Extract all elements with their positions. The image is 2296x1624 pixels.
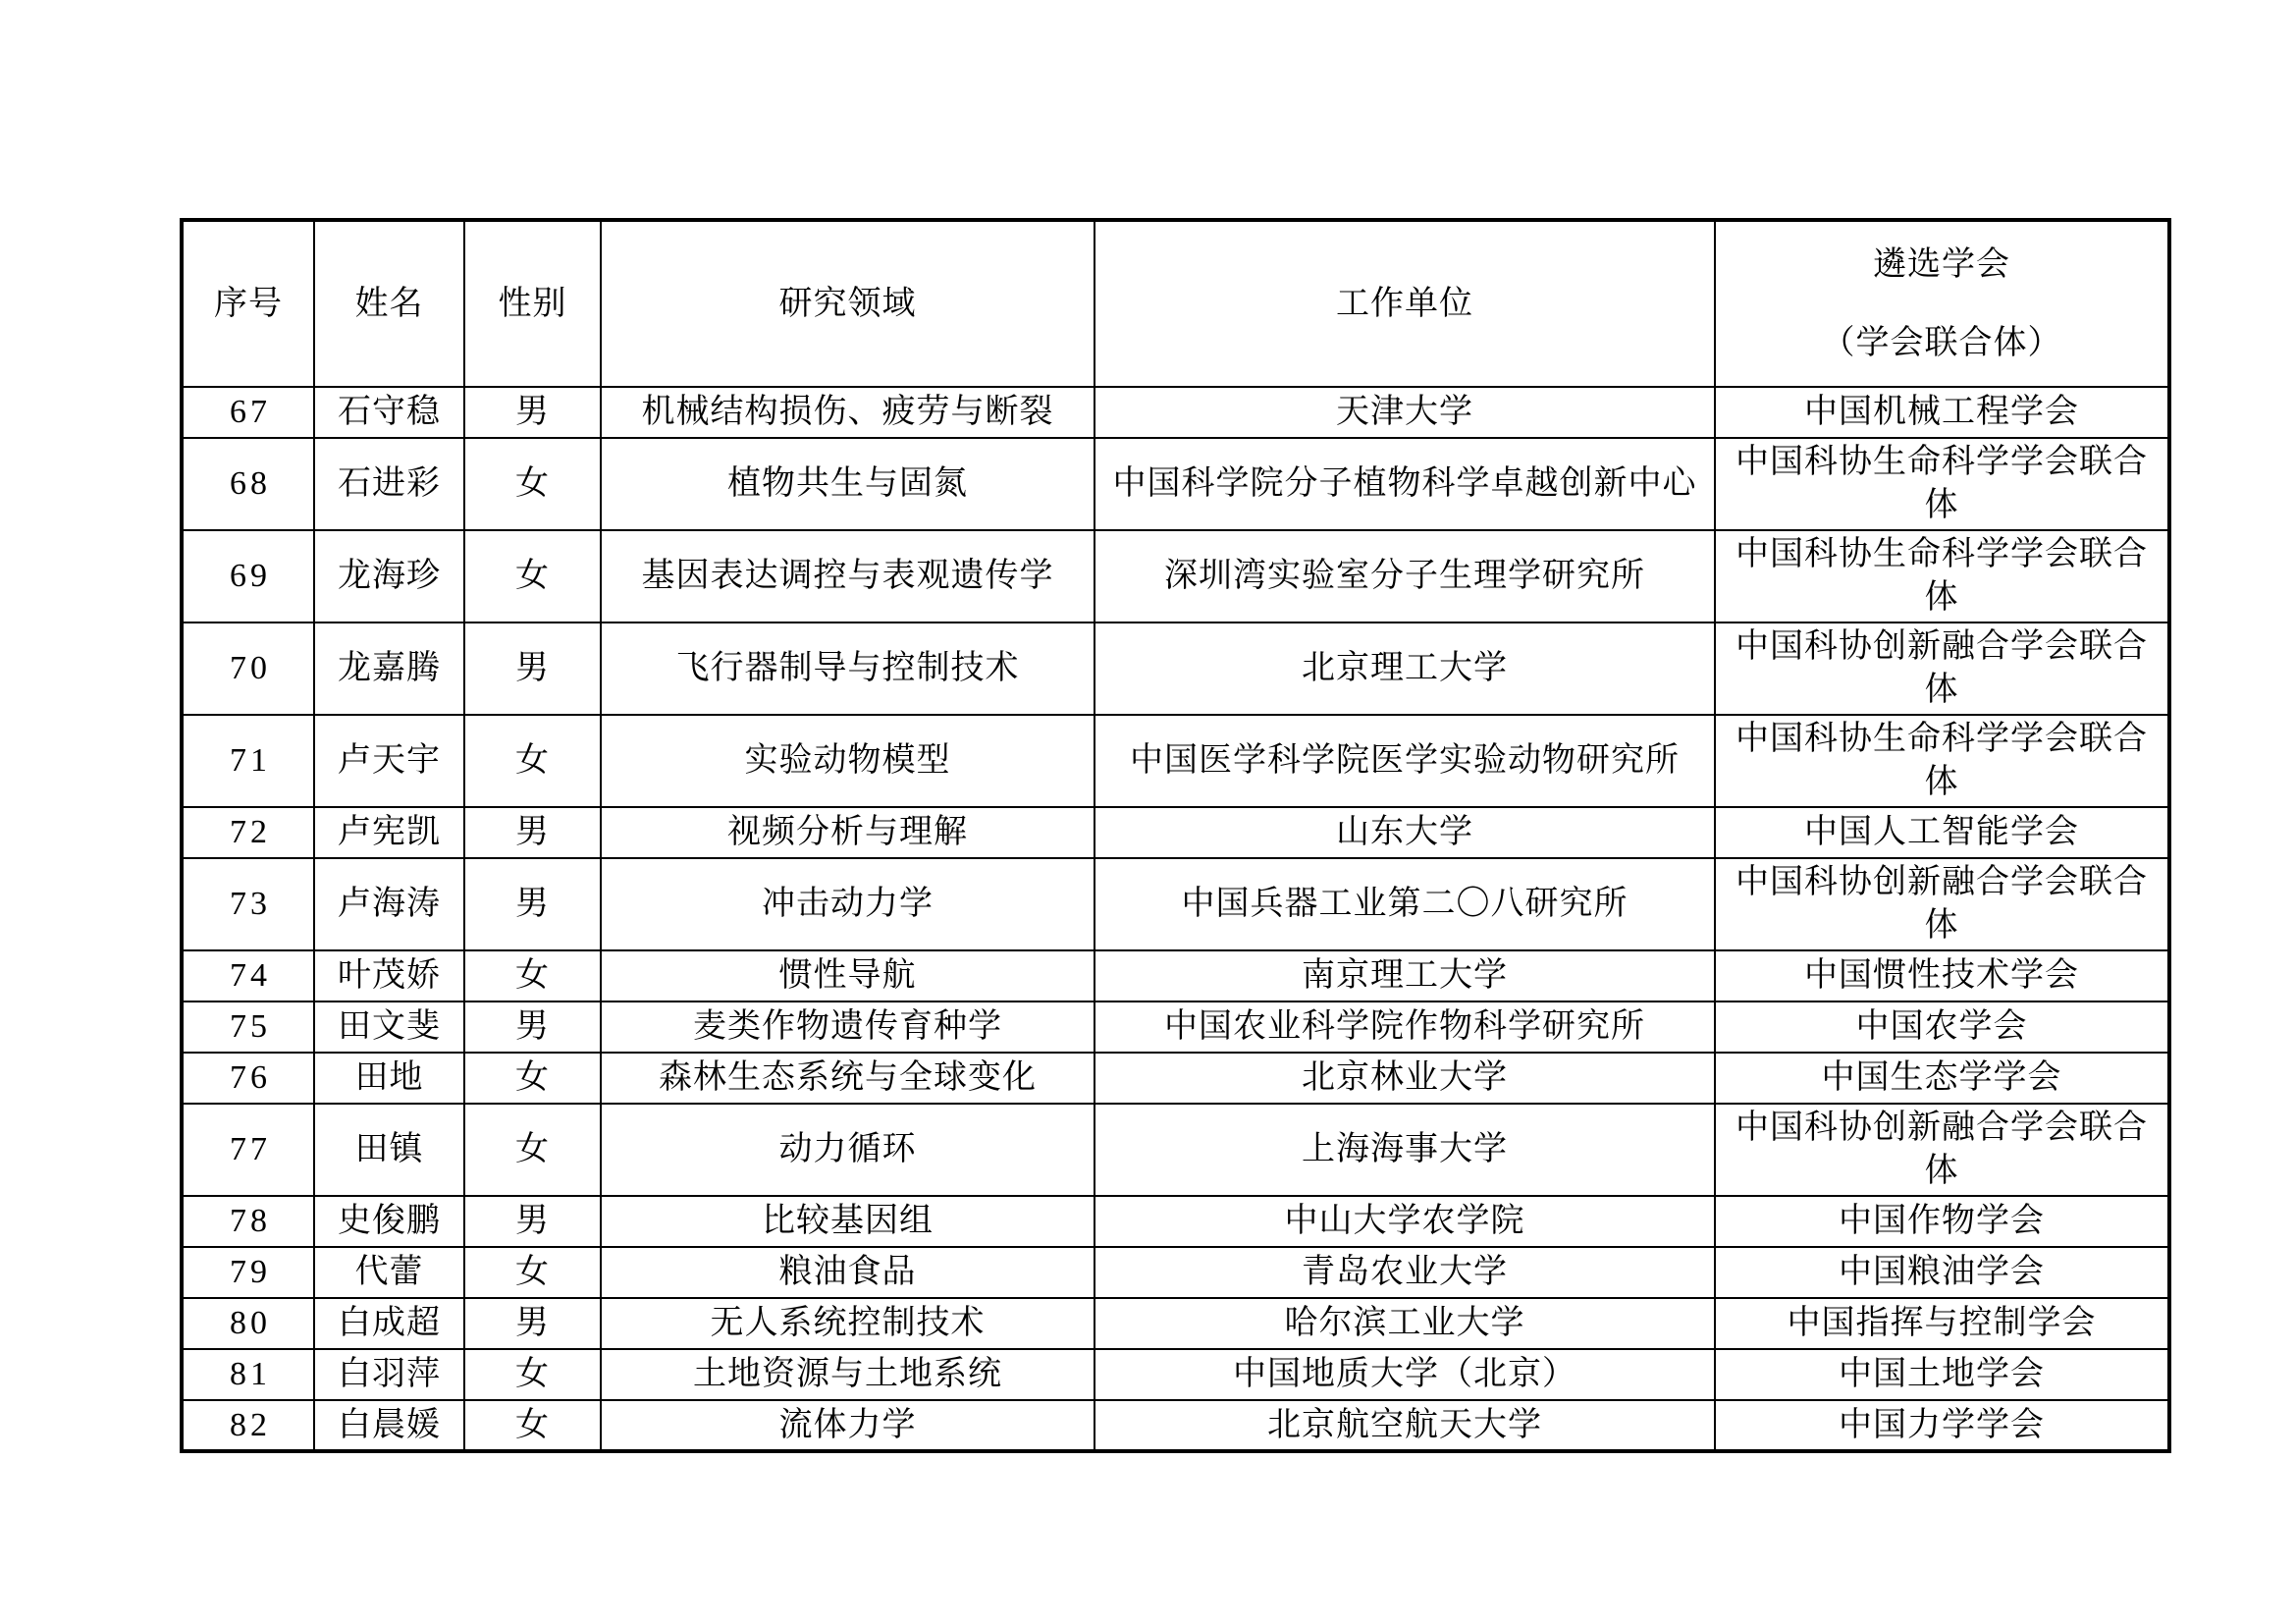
table-row [182,950,2169,1001]
cell-field: 无人系统控制技术 [601,1298,1095,1349]
table-row [182,387,2169,438]
cell-name: 石进彩 [314,438,464,530]
cell-index: 71 [182,715,314,807]
cell-workplace: 中国农业科学院作物科学研究所 [1095,1001,1715,1053]
table-row [182,623,2169,715]
cell-workplace: 深圳湾实验室分子生理学研究所 [1095,530,1715,623]
cell-name: 白晨媛 [314,1400,464,1451]
cell-society: 中国粮油学会 [1715,1247,2169,1298]
cell-gender: 女 [464,1053,601,1104]
cell-workplace: 中国科学院分子植物科学卓越创新中心 [1095,438,1715,530]
cell-index: 82 [182,1400,314,1451]
roster-table [180,218,2171,1453]
cell-workplace: 北京理工大学 [1095,623,1715,715]
cell-field: 基因表达调控与表观遗传学 [601,530,1095,623]
cell-field: 比较基因组 [601,1196,1095,1247]
cell-name: 田地 [314,1053,464,1104]
cell-name: 叶茂娇 [314,950,464,1001]
cell-society: 中国科协创新融合学会联合体 [1715,1104,2169,1196]
table-row [182,1349,2169,1400]
cell-workplace: 北京林业大学 [1095,1053,1715,1104]
table-row [182,1104,2169,1196]
table-row [182,807,2169,858]
table-header [182,220,2169,387]
header-workplace: 工作单位 [1095,220,1715,387]
cell-field: 机械结构损伤、疲劳与断裂 [601,387,1095,438]
cell-society: 中国指挥与控制学会 [1715,1298,2169,1349]
header-society-line1: 遴选学会 [1873,245,2010,283]
cell-society: 中国科协生命科学学会联合体 [1715,530,2169,623]
cell-name: 田镇 [314,1104,464,1196]
cell-field: 惯性导航 [601,950,1095,1001]
cell-gender: 男 [464,858,601,950]
cell-field: 视频分析与理解 [601,807,1095,858]
cell-index: 75 [182,1001,314,1053]
cell-gender: 女 [464,950,601,1001]
cell-society: 中国惯性技术学会 [1715,950,2169,1001]
cell-index: 77 [182,1104,314,1196]
cell-field: 植物共生与固氮 [601,438,1095,530]
cell-index: 68 [182,438,314,530]
cell-name: 龙海珍 [314,530,464,623]
cell-gender: 男 [464,623,601,715]
cell-gender: 男 [464,807,601,858]
header-field: 研究领域 [601,220,1095,387]
cell-workplace: 中山大学农学院 [1095,1196,1715,1247]
table-row [182,858,2169,950]
header-name: 姓名 [314,220,464,387]
cell-society: 中国作物学会 [1715,1196,2169,1247]
cell-gender: 女 [464,715,601,807]
table-body [182,387,2169,1451]
cell-gender: 女 [464,1104,601,1196]
cell-field: 麦类作物遗传育种学 [601,1001,1095,1053]
cell-index: 81 [182,1349,314,1400]
cell-name: 卢宪凯 [314,807,464,858]
cell-society: 中国人工智能学会 [1715,807,2169,858]
cell-index: 67 [182,387,314,438]
cell-gender: 女 [464,530,601,623]
cell-index: 76 [182,1053,314,1104]
cell-society: 中国科协生命科学学会联合体 [1715,438,2169,530]
cell-workplace: 上海海事大学 [1095,1104,1715,1196]
cell-field: 飞行器制导与控制技术 [601,623,1095,715]
cell-society: 中国生态学学会 [1715,1053,2169,1104]
cell-name: 白成超 [314,1298,464,1349]
cell-field: 森林生态系统与全球变化 [601,1053,1095,1104]
cell-gender: 男 [464,387,601,438]
cell-field: 粮油食品 [601,1247,1095,1298]
cell-name: 白羽萍 [314,1349,464,1400]
cell-index: 73 [182,858,314,950]
table-row [182,1400,2169,1451]
table-row [182,1298,2169,1349]
cell-workplace: 北京航空航天大学 [1095,1400,1715,1451]
cell-field: 流体力学 [601,1400,1095,1451]
cell-name: 卢海涛 [314,858,464,950]
cell-workplace: 中国兵器工业第二〇八研究所 [1095,858,1715,950]
cell-workplace: 哈尔滨工业大学 [1095,1298,1715,1349]
table-row [182,715,2169,807]
cell-gender: 女 [464,1400,601,1451]
cell-field: 土地资源与土地系统 [601,1349,1095,1400]
header-gender: 性别 [464,220,601,387]
cell-society: 中国科协生命科学学会联合体 [1715,715,2169,807]
cell-field: 实验动物模型 [601,715,1095,807]
header-index: 序号 [182,220,314,387]
cell-gender: 女 [464,438,601,530]
table-row [182,1247,2169,1298]
table-row [182,530,2169,623]
cell-gender: 女 [464,1349,601,1400]
cell-society: 中国农学会 [1715,1001,2169,1053]
cell-field: 冲击动力学 [601,858,1095,950]
cell-index: 80 [182,1298,314,1349]
cell-society: 中国力学学会 [1715,1400,2169,1451]
cell-index: 70 [182,623,314,715]
table-row [182,438,2169,530]
cell-index: 79 [182,1247,314,1298]
cell-name: 石守稳 [314,387,464,438]
cell-workplace: 青岛农业大学 [1095,1247,1715,1298]
cell-gender: 男 [464,1001,601,1053]
table-row [182,1053,2169,1104]
cell-index: 72 [182,807,314,858]
cell-gender: 男 [464,1196,601,1247]
table-row [182,1001,2169,1053]
cell-workplace: 中国地质大学（北京） [1095,1349,1715,1400]
cell-society: 中国土地学会 [1715,1349,2169,1400]
cell-name: 史俊鹏 [314,1196,464,1247]
cell-index: 74 [182,950,314,1001]
cell-name: 卢天宇 [314,715,464,807]
cell-index: 78 [182,1196,314,1247]
cell-society: 中国科协创新融合学会联合体 [1715,858,2169,950]
header-society-lines [1722,244,2162,365]
cell-workplace: 山东大学 [1095,807,1715,858]
cell-index: 69 [182,530,314,623]
cell-gender: 男 [464,1298,601,1349]
cell-society: 中国机械工程学会 [1715,387,2169,438]
header-society-line2: （学会联合体） [1821,324,2062,361]
cell-society: 中国科协创新融合学会联合体 [1715,623,2169,715]
cell-workplace: 中国医学科学院医学实验动物研究所 [1095,715,1715,807]
header-society [1715,220,2169,387]
cell-name: 龙嘉腾 [314,623,464,715]
cell-workplace: 天津大学 [1095,387,1715,438]
cell-workplace: 南京理工大学 [1095,950,1715,1001]
table-row [182,1196,2169,1247]
cell-gender: 女 [464,1247,601,1298]
cell-name: 田文斐 [314,1001,464,1053]
cell-name: 代蕾 [314,1247,464,1298]
cell-field: 动力循环 [601,1104,1095,1196]
header-row [182,220,2169,387]
